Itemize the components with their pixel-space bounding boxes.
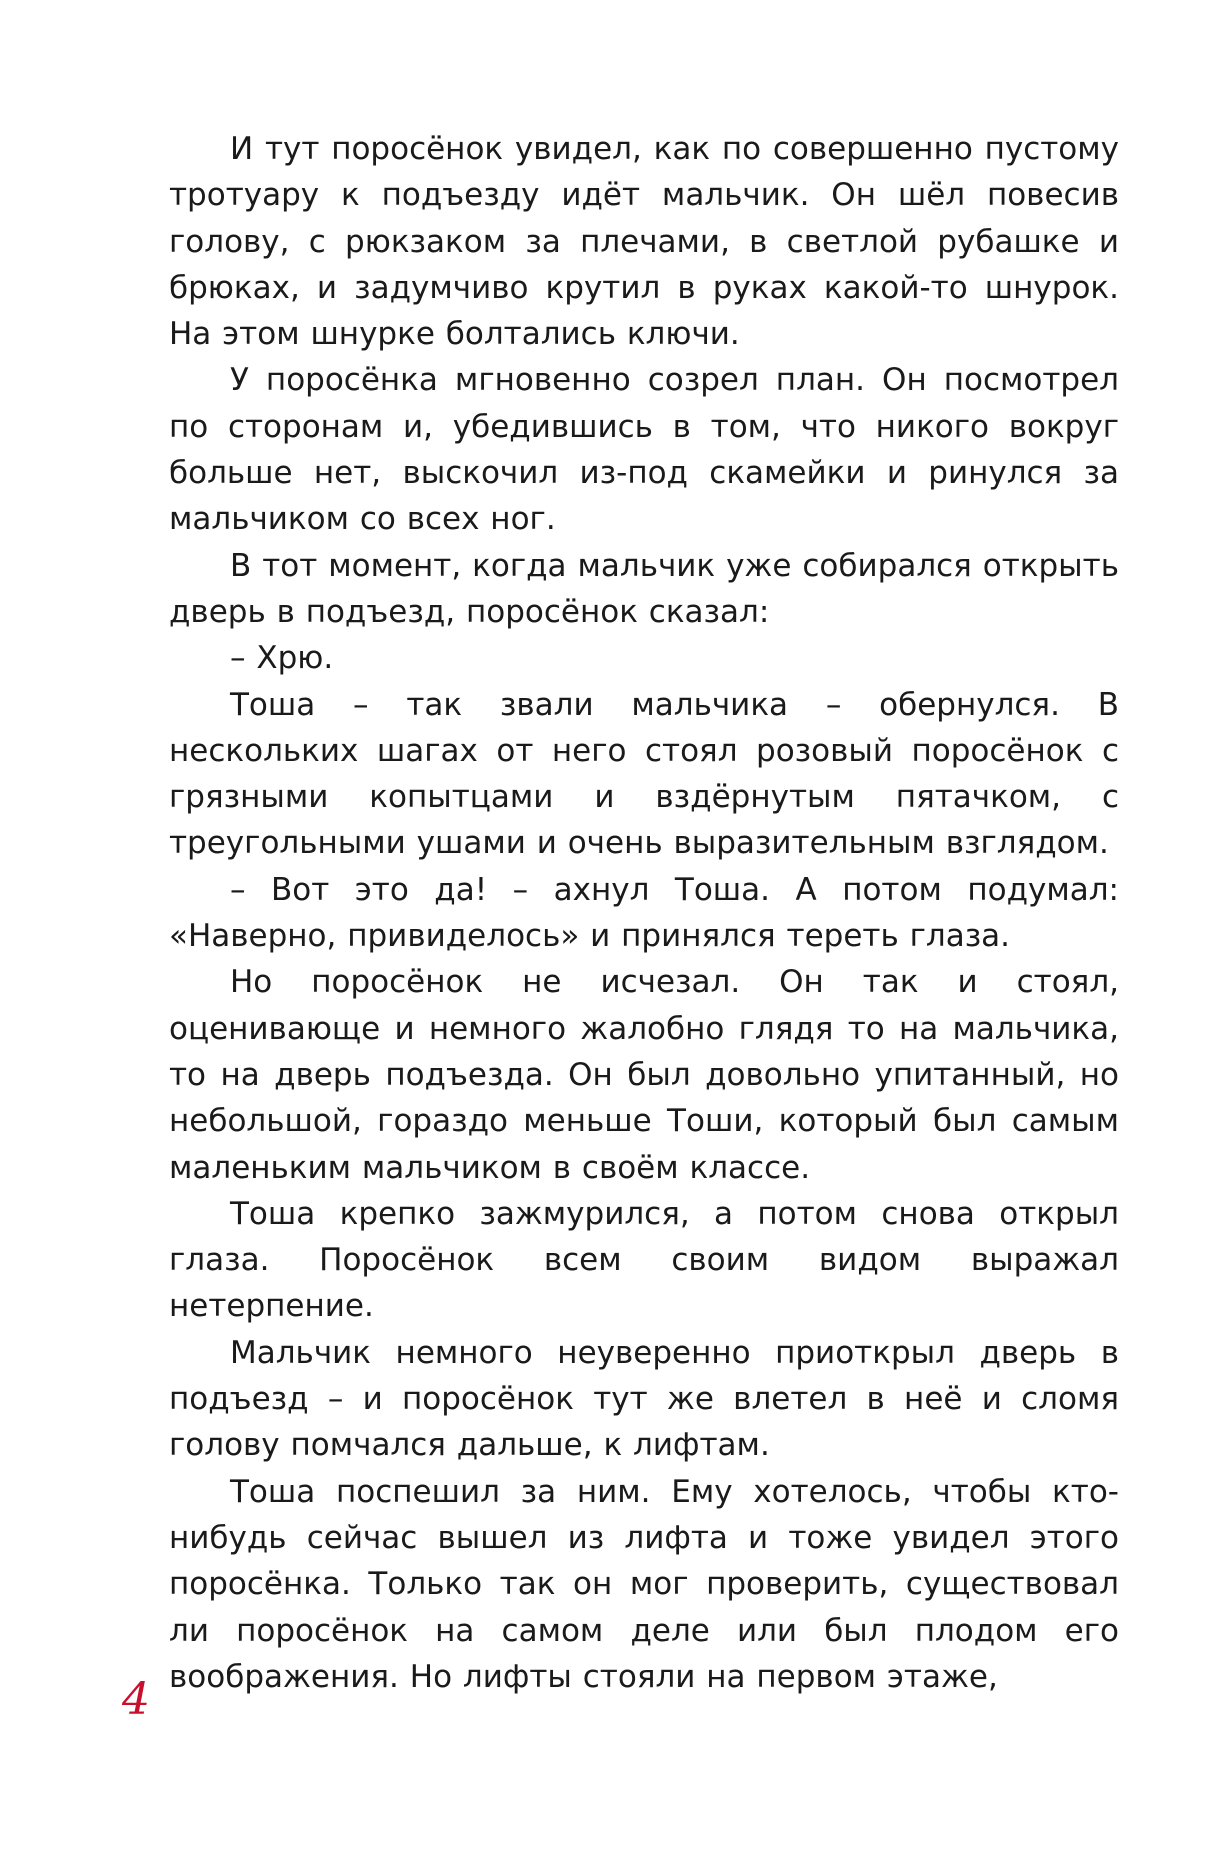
- paragraph-5: Тоша – так звали мальчика – обернулся. В нескольких шагах от него стоял розовый поросёнок с грязными копытцами и вздёрнутым пятачком, с треугольными ушами и очень выразительным взглядом.: [169, 686, 1119, 862]
- paragraph-1: И тут поросёнок увидел, как по совершенно пустому тротуару к подъезду идёт мальчик. Он шёл повесив голову, с рюкзаком за плечами, в светлой рубашке и брюках, и задумчиво крутил в руках какой-то шнурок. На этом шнурке болтались ключи.: [169, 131, 1119, 353]
- paragraph-3: В тот момент, когда мальчик уже собирался открыть дверь в подъезд, поросёнок сказал:: [169, 547, 1119, 630]
- paragraph-2: У поросёнка мгновенно созрел план. Он посмотрел по сторонам и, убедившись в том, что никого вокруг больше нет, выскочил из-под скамейки и ринулся за мальчиком со всех ног.: [169, 362, 1119, 538]
- body-text: [169, 126, 1119, 1700]
- paragraph-6: – Вот это да! – ахнул Тоша. А потом подумал: «Наверно, привиделось» и принялся тереть глаза.: [169, 871, 1119, 955]
- paragraph-7: Но поросёнок не исчезал. Он так и стоял, оценивающе и немного жалобно глядя то на мальчика, то на дверь подъезда. Он был довольно упитанный, но небольшой, гораздо меньше Тоши, который был самым маленьким мальчиком в своём классе.: [169, 964, 1119, 1186]
- paragraph-8: Тоша крепко зажмурился, а потом снова открыл глаза. Поросёнок всем своим видом выражал нетерпение.: [169, 1195, 1119, 1325]
- paragraph-9: Мальчик немного неуверенно приоткрыл дверь в подъезд – и поросёнок тут же влетел в неё и сломя голову помчался дальше, к лифтам.: [169, 1334, 1119, 1464]
- paragraph-4: – Хрю.: [230, 640, 334, 677]
- page-number: 4: [122, 1674, 150, 1725]
- paragraph-10: Тоша поспешил за ним. Ему хотелось, чтобы кто-нибудь сейчас вышел из лифта и тоже увидел этого поросёнка. Только так он мог проверить, существовал ли поросёнок на самом деле или был плодом его воображения. Но лифты стояли на первом этаже,: [169, 1473, 1119, 1695]
